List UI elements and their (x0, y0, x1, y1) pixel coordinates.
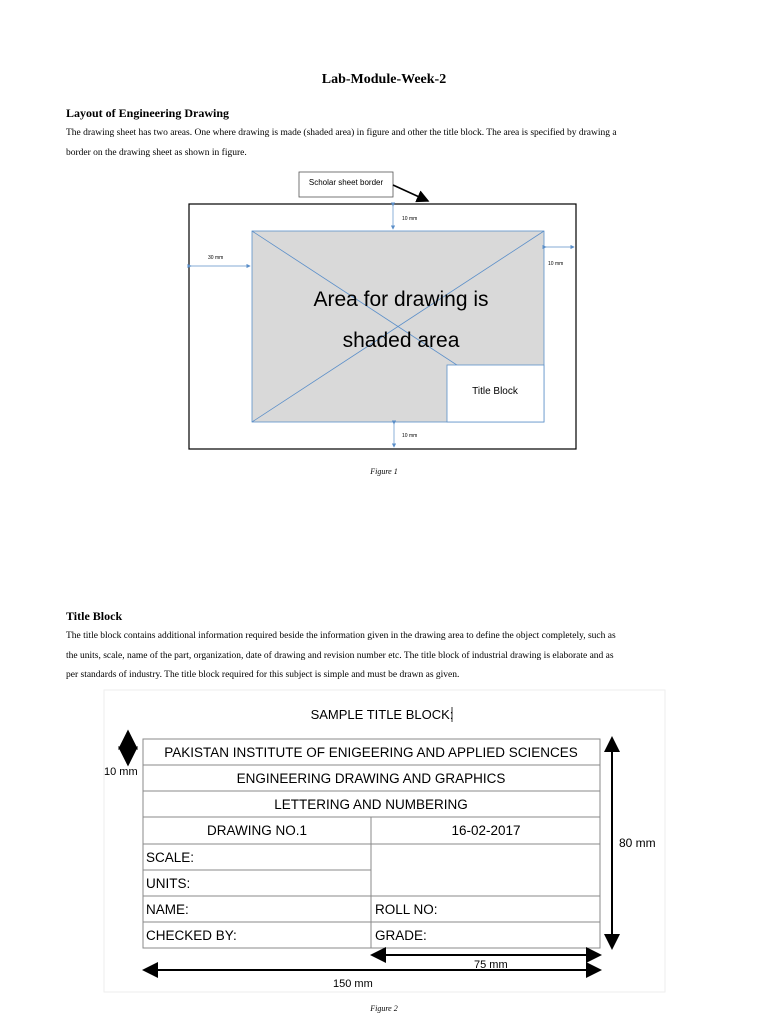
units-label: UNITS: (146, 876, 191, 891)
drawing-title: LETTERING AND NUMBERING (274, 797, 468, 812)
paragraph-line: per standards of industry. The title block required for this subject is simple and must be drawn as given. (66, 670, 460, 680)
drawing-date: 16-02-2017 (451, 823, 521, 838)
course-name: ENGINEERING DRAWING AND GRAPHICS (236, 771, 506, 786)
title-block-header: SAMPLE TITLE BLOCK: (310, 707, 454, 722)
page-title: Lab-Module-Week-2 (321, 72, 447, 87)
paragraph-line: border on the drawing sheet as shown in figure. (66, 147, 247, 158)
dim-label-right: 10 mm (548, 261, 564, 267)
figure-2-frame (104, 690, 665, 992)
section-heading-layout: Layout of Engineering Drawing (66, 106, 230, 120)
title-block-label: Title Block (472, 386, 518, 397)
dim-label-top: 10 mm (402, 216, 418, 222)
figure-2-caption: Figure 2 (370, 1004, 398, 1013)
paragraph-line: The drawing sheet has two areas. One where drawing is made (shaded area) in figure and other the title block. The area is specified by drawing a (66, 128, 617, 138)
callout-label: Scholar sheet border (308, 178, 384, 187)
dim-label-left: 30 mm (208, 255, 224, 261)
drawing-number: DRAWING NO.1 (206, 823, 308, 838)
paragraph-line: the units, scale, name of the part, organization, date of drawing and revision number etc. The title block of industrial drawing is elaborate and as (66, 650, 614, 661)
grade-label: GRADE: (375, 928, 427, 943)
section-heading-title-block: Title Block (66, 609, 123, 623)
dim-label-bottom: 10 mm (402, 433, 418, 439)
dim-label-half-width: 75 mm (474, 959, 508, 971)
dim-label-width: 150 mm (333, 978, 373, 990)
area-label-line1: Area for drawing is (313, 288, 489, 311)
institute-name: PAKISTAN INSTITUTE OF ENIGEERING AND APPLIED SCIENCES (164, 745, 578, 760)
name-label: NAME: (146, 902, 189, 917)
paragraph-line: The title block contains additional information required beside the information given in the drawing area to define the object completely, such as (66, 631, 616, 641)
figure-1-caption: Figure 1 (370, 467, 398, 476)
dim-label-height: 80 mm (619, 836, 656, 850)
area-label-line2: shaded area (342, 329, 460, 352)
scale-label: SCALE: (146, 850, 195, 865)
roll-no-label: ROLL NO: (375, 902, 438, 917)
dim-label-row-height: 10 mm (104, 766, 138, 778)
checked-by-label: CHECKED BY: (146, 928, 237, 943)
